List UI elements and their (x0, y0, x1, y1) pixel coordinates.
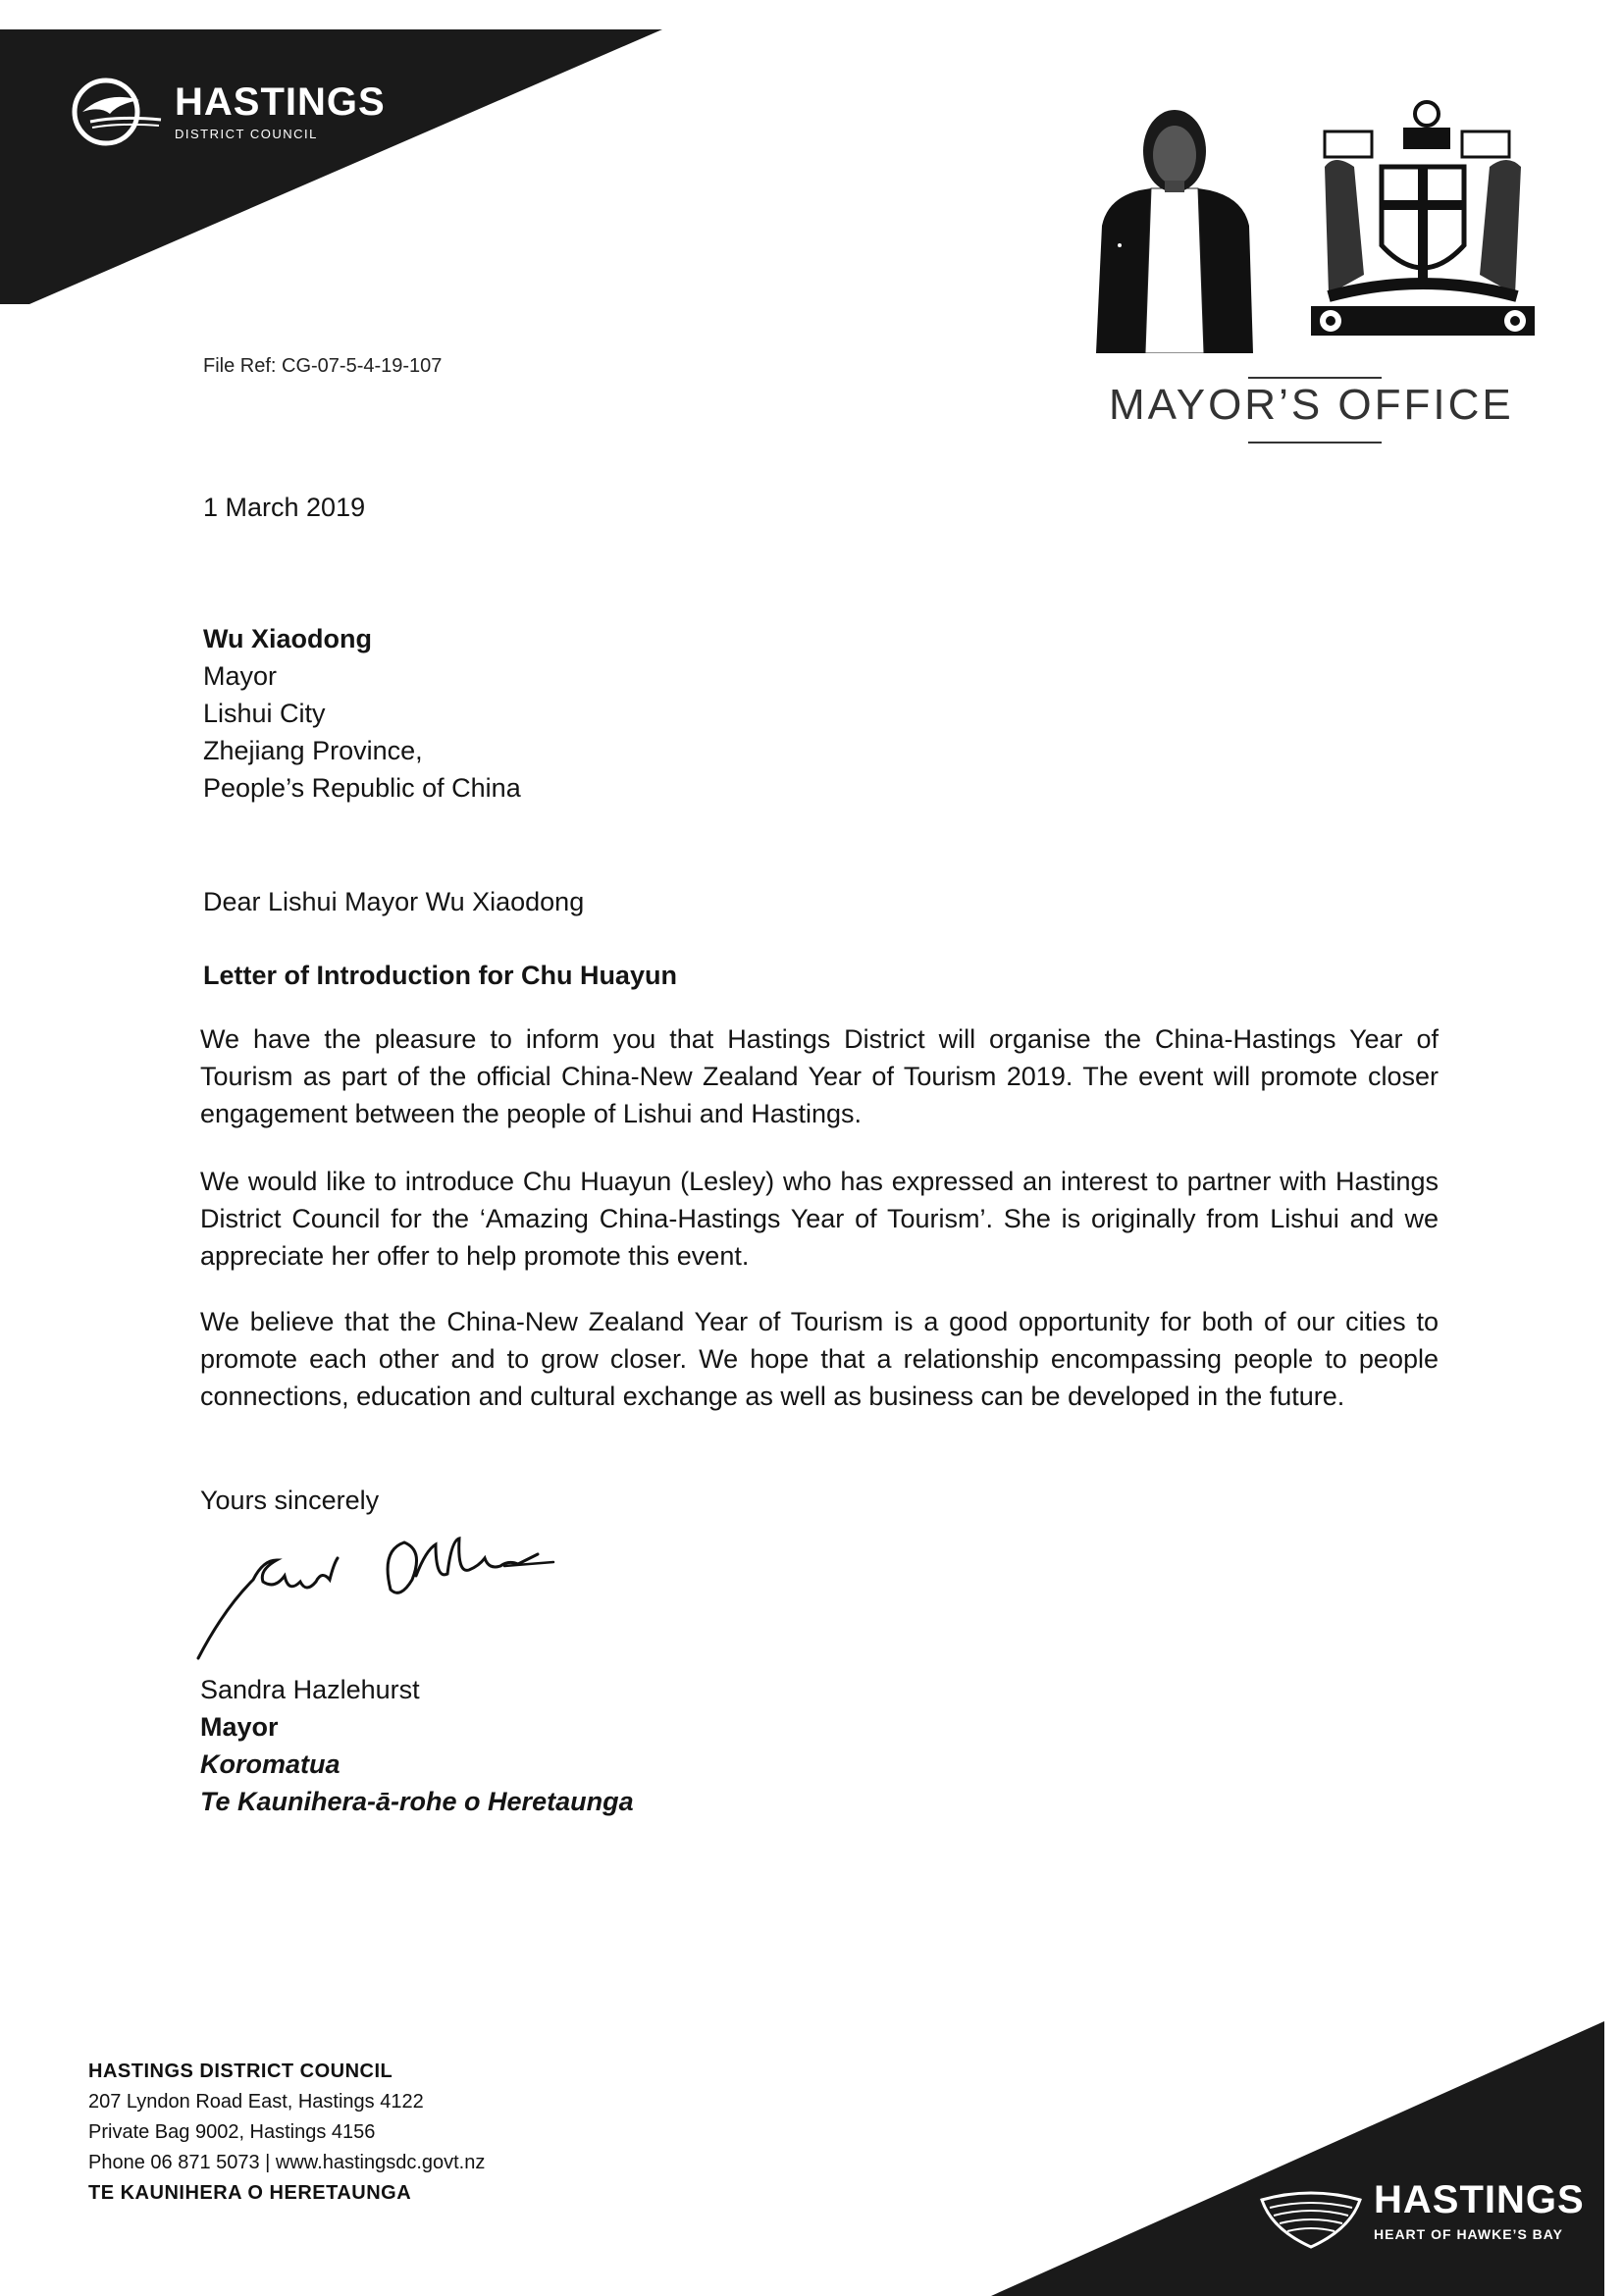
body-paragraph-2: We would like to introduce Chu Huayun (Lesley) who has expressed an interest to partner with Hastings District Council for the ‘Amazing China-Hastings Year of Tourism’. She is originally from Lishui and we appreciate her offer to help promote this event. (200, 1167, 1439, 1271)
footer-address-1: 207 Lyndon Road East, Hastings 4122 (88, 2091, 424, 2113)
footer-contact: Phone 06 871 5073 | www.hastingsdc.govt.nz (88, 2152, 486, 2173)
recipient-city: Lishui City (203, 699, 326, 728)
mayors-office-rule-top (1248, 377, 1382, 379)
signer-name: Sandra Hazlehurst (200, 1675, 420, 1704)
body-paragraph-1: We have the pleasure to inform you that Hastings District will organise the China-Hastings Year of Tourism as part of the official China-New Zealand Year of Tourism 2019. The event will promote closer engagement between the people of Lishui and Hastings. (200, 1024, 1439, 1128)
salutation: Dear Lishui Mayor Wu Xiaodong (203, 887, 585, 916)
recipient-name: Wu Xiaodong (203, 624, 372, 653)
recipient-title: Mayor (203, 661, 278, 691)
recipient-province: Zhejiang Province, (203, 736, 423, 765)
footer-org-name: HASTINGS DISTRICT COUNCIL (88, 2061, 393, 2082)
signer-council-maori: Te Kaunihera-ā-rohe o Heretaunga (200, 1787, 634, 1816)
subject-line: Letter of Introduction for Chu Huayun (203, 961, 677, 990)
footer-maori-name: TE KAUNIHERA O HERETAUNGA (88, 2182, 412, 2204)
handwritten-signature (194, 1511, 665, 1668)
closing: Yours sincerely (200, 1486, 380, 1515)
footer-address-2: Private Bag 9002, Hastings 4156 (88, 2121, 376, 2143)
letter-date: 1 March 2019 (203, 493, 366, 522)
footer-logo-name: HASTINGS (1374, 2178, 1585, 2221)
body-paragraph-3: We believe that the China-New Zealand Year of Tourism is a good opportunity for both of our cities to promote each other and to grow closer. We hope that a relationship encompassing people to people connections, education and cultural exchange as well as business can be developed in the future. (200, 1307, 1439, 1411)
signer-title-maori: Koromatua (200, 1749, 340, 1779)
footer-contact-block (88, 2057, 485, 2209)
signer-title: Mayor (200, 1712, 279, 1742)
mayor-photo (1076, 108, 1273, 353)
recipient-block (203, 620, 521, 807)
hawk-wave-logo-icon (1256, 2180, 1366, 2251)
mayors-office-title: MAYOR’S OFFICE (1109, 381, 1514, 429)
footer-logo (1256, 2180, 1590, 2249)
coat-of-arms-icon (1305, 98, 1541, 353)
recipient-country: People’s Republic of China (203, 773, 521, 803)
header-org-subtitle: DISTRICT COUNCIL (175, 127, 318, 141)
hawk-logo-icon (71, 77, 169, 147)
header-logo (71, 77, 483, 145)
footer-logo-tagline: HEART OF HAWKE’S BAY (1374, 2226, 1563, 2242)
file-reference: File Ref: CG-07-5-4-19-107 (203, 355, 443, 377)
header-org-name: HASTINGS (175, 80, 386, 124)
mayors-office-rule-bottom (1248, 442, 1382, 444)
signer-block (200, 1671, 634, 1820)
